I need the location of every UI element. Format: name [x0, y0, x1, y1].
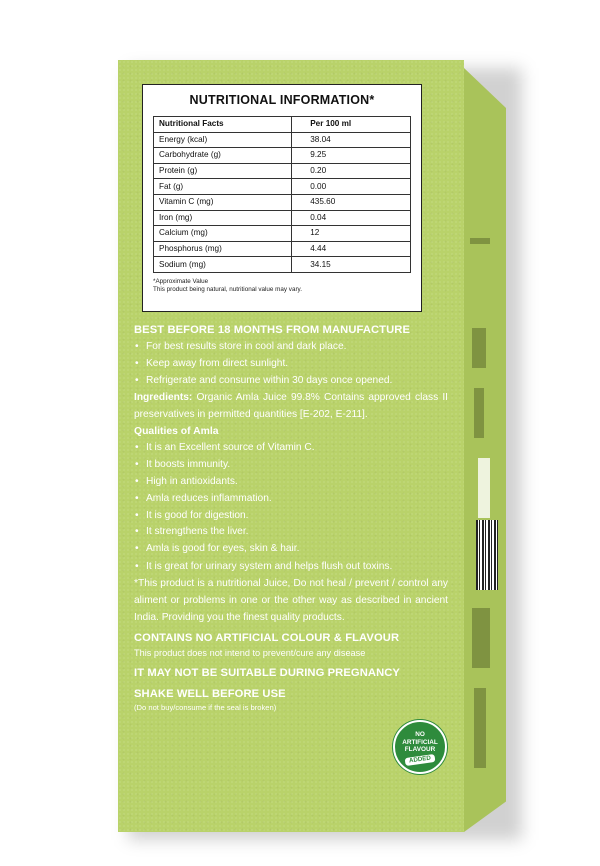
- nutrient-value: 435.60: [292, 194, 411, 210]
- side-print: [470, 238, 490, 244]
- nutrition-title: NUTRITIONAL INFORMATION*: [189, 93, 375, 107]
- quality-item: • Amla is good for eyes, skin & hair.: [134, 541, 448, 558]
- approx-note: [153, 278, 411, 294]
- nutrient-value: 9.25: [292, 148, 411, 164]
- storage-item: • For best results store in cool and dark place.: [134, 339, 448, 356]
- nutrient-name: Sodium (mg): [154, 257, 292, 273]
- nutrient-name: Vitamin C (mg): [154, 194, 292, 210]
- col-facts-header: Nutritional Facts: [154, 117, 292, 133]
- badge-added: ADDED: [405, 753, 436, 765]
- natural-variation-note: This product being natural, nutritional value may vary.: [153, 285, 302, 293]
- table-row: [154, 163, 411, 179]
- nutrient-name: Fat (g): [154, 179, 292, 195]
- storage-item: • Refrigerate and consume within 30 days once opened.: [134, 373, 448, 390]
- table-row: [154, 132, 411, 148]
- quality-item: • It strengthens the liver.: [134, 524, 448, 541]
- table-row: [154, 226, 411, 242]
- table-row: [154, 179, 411, 195]
- nutrient-value: 12: [292, 226, 411, 242]
- no-artificial-flavour-badge: [393, 720, 447, 774]
- nutrient-value: 34.15: [292, 257, 411, 273]
- disclaimer: *This product is a nutritional Juice, Do not heal / prevent / control any aliment or problems in one or the other way as described in ancient India. Providing you the finest quality products.: [134, 577, 448, 623]
- quality-item: • Amla reduces inflammation.: [134, 491, 448, 508]
- label-text: [134, 322, 448, 713]
- quality-item: • It is an Excellent source of Vitamin C.: [134, 440, 448, 457]
- table-row: [154, 194, 411, 210]
- nutrient-value: 0.00: [292, 179, 411, 195]
- storage-item: • Keep away from direct sunlight.: [134, 356, 448, 373]
- qualities-heading: Qualities of Amla: [134, 426, 219, 438]
- table-row: [154, 241, 411, 257]
- nutrient-name: Carbohydrate (g): [154, 148, 292, 164]
- side-print: [472, 328, 486, 368]
- no-artificial-heading: CONTAINS NO ARTIFICIAL COLOUR & FLAVOUR: [134, 631, 400, 644]
- ingredients-label: Ingredients:: [134, 392, 193, 404]
- box-side-panel: [464, 68, 506, 832]
- nutrient-name: Iron (mg): [154, 210, 292, 226]
- badge-line: NO: [415, 731, 425, 738]
- nutrition-table: [153, 116, 411, 273]
- nutrient-name: Calcium (mg): [154, 226, 292, 242]
- side-label: [478, 458, 490, 518]
- quality-item: • It boosts immunity.: [134, 457, 448, 474]
- table-header-row: [154, 117, 411, 133]
- quality-item: • It is great for urinary system and helps flush out toxins.: [134, 558, 448, 575]
- side-print: [474, 688, 486, 768]
- side-print: [474, 388, 484, 438]
- col-per-header: Per 100 ml: [292, 117, 411, 133]
- table-row: [154, 210, 411, 226]
- best-before-heading: BEST BEFORE 18 MONTHS FROM MANUFACTURE: [134, 324, 411, 336]
- badge-line: FLAVOUR: [404, 746, 436, 753]
- ingredients: [134, 389, 448, 423]
- side-print: [472, 608, 490, 668]
- nutrient-value: 0.04: [292, 210, 411, 226]
- nutrient-name: Protein (g): [154, 163, 292, 179]
- nutrient-value: 0.20: [292, 163, 411, 179]
- nutrient-value: 38.04: [292, 132, 411, 148]
- barcode: [476, 520, 498, 590]
- nutrient-name: Energy (kcal): [154, 132, 292, 148]
- approx-value-note: *Approximate Value: [153, 277, 209, 285]
- nutrient-name: Phosphorus (mg): [154, 241, 292, 257]
- quality-item: • High in antioxidants.: [134, 474, 448, 491]
- badge-line: ARTIFICIAL: [402, 738, 438, 746]
- nutrient-value: 4.44: [292, 241, 411, 257]
- ingredients-text: Organic Amla Juice 99.8% Contains approved class II preservatives in permitted quantities [E-202, E-211].: [134, 392, 448, 421]
- table-row: [154, 257, 411, 273]
- quality-item: • It is good for digestion.: [134, 508, 448, 525]
- seal-note: (Do not buy/consume if the seal is broken): [134, 702, 277, 712]
- no-prevent-note: This product does not intend to prevent/cure any disease: [134, 647, 366, 658]
- pregnancy-warning: IT MAY NOT BE SUITABLE DURING PREGNANCY: [134, 666, 400, 679]
- shake-instruction: SHAKE WELL BEFORE USE: [134, 687, 286, 700]
- table-row: [154, 148, 411, 164]
- nutrition-panel: [142, 84, 422, 312]
